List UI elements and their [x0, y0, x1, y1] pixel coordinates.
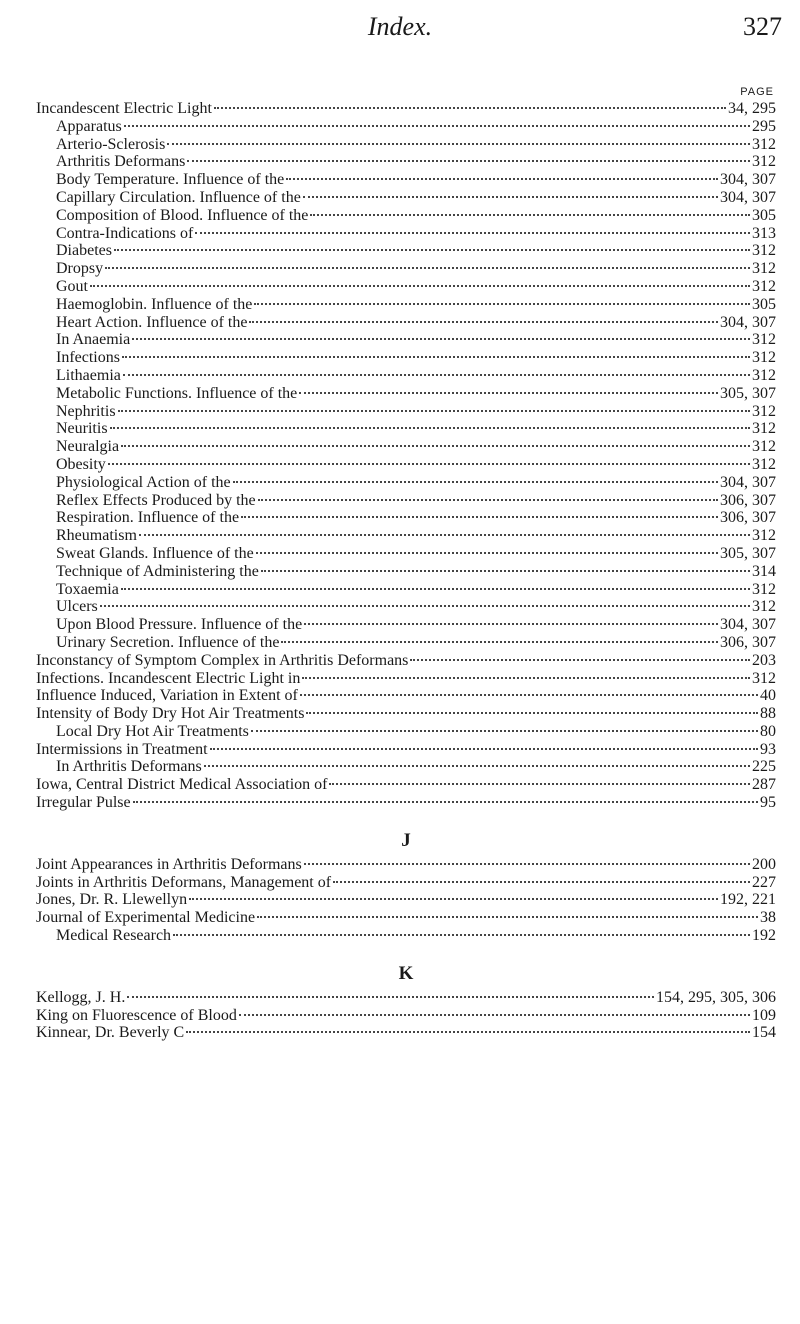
index-subentry: [36, 545, 776, 563]
entry-pages: 109: [752, 1006, 776, 1024]
entry-pages: 314: [752, 562, 776, 580]
index-entry: [36, 705, 776, 723]
entry-pages: 306, 307: [720, 509, 776, 527]
entry-pages: 225: [752, 758, 776, 776]
entry-term: Local Dry Hot Air Treatments: [56, 722, 249, 740]
dot-leader: [299, 392, 718, 394]
entry-term: Irregular Pulse: [36, 794, 131, 812]
entry-term: Intermissions in Treatment: [36, 740, 208, 758]
entry-term: Ulcers: [56, 598, 98, 616]
index-list: [36, 100, 776, 1042]
page-header: [0, 10, 800, 60]
dot-leader: [239, 1014, 750, 1016]
dot-leader: [186, 1031, 750, 1033]
index-subentry: [36, 171, 776, 189]
index-entry: [36, 1024, 776, 1042]
index-subentry: [36, 456, 776, 474]
index-entry: [36, 794, 776, 812]
index-entry: [36, 989, 776, 1007]
entry-pages: 305: [752, 206, 776, 224]
index-subentry: [36, 563, 776, 581]
dot-leader: [139, 534, 750, 536]
dot-leader: [329, 783, 750, 785]
dot-leader: [304, 863, 750, 865]
index-subentry: [36, 278, 776, 296]
index-subentry: [36, 153, 776, 171]
dot-leader: [251, 730, 758, 732]
dot-leader: [108, 463, 750, 465]
index-subentry: [36, 118, 776, 136]
section-letter: J: [401, 829, 411, 851]
entry-pages: 38: [760, 909, 776, 927]
dot-leader: [122, 356, 750, 358]
index-subentry: [36, 367, 776, 385]
dot-leader: [187, 160, 750, 162]
dot-leader: [124, 125, 750, 127]
entry-pages: 312: [752, 349, 776, 367]
dot-leader: [118, 410, 750, 412]
index-entry: [36, 741, 776, 759]
index-subentry: [36, 509, 776, 527]
entry-pages: 304, 307: [720, 616, 776, 634]
entry-term: Heart Action. Influence of the: [56, 313, 248, 331]
entry-term: Upon Blood Pressure. Influence of the: [56, 616, 303, 634]
entry-pages: 312: [752, 366, 776, 384]
dot-leader: [256, 552, 718, 554]
entry-pages: 304, 307: [720, 473, 776, 491]
index-entry: [36, 1007, 776, 1025]
entry-term: Incandescent Electric Light: [36, 100, 212, 117]
index-subentry: [36, 581, 776, 599]
entry-pages: 88: [760, 705, 776, 723]
index-subentry: [36, 331, 776, 349]
entry-pages: 312: [752, 331, 776, 349]
entry-term: Capillary Circulation. Influence of the: [56, 188, 301, 206]
entry-term: Neuritis: [56, 420, 108, 438]
dot-leader: [121, 588, 750, 590]
entry-pages: 295: [752, 117, 776, 135]
dot-leader: [114, 249, 750, 251]
index-entry: [36, 874, 776, 892]
entry-term: Gout: [56, 277, 88, 295]
index-subentry: [36, 296, 776, 314]
entry-term: Haemoglobin. Influence of the: [56, 295, 253, 313]
index-entry: [36, 670, 776, 688]
entry-pages: 306, 307: [720, 491, 776, 509]
index-subentry: [36, 189, 776, 207]
entry-term: Infections: [56, 349, 120, 367]
entry-term: Physiological Action of the: [56, 473, 231, 491]
entry-term: Rheumatism: [56, 527, 137, 545]
entry-pages: 312: [752, 402, 776, 420]
entry-term: Diabetes: [56, 242, 112, 260]
entry-term: Neuralgia: [56, 438, 120, 456]
entry-pages: 305, 307: [720, 544, 776, 562]
dot-leader: [306, 712, 758, 714]
index-subentry: [36, 260, 776, 278]
dot-leader: [300, 694, 758, 696]
dot-leader: [127, 996, 654, 998]
entry-term: Arthritis Deformans: [56, 153, 186, 171]
entry-pages: 304, 307: [720, 313, 776, 331]
dot-leader: [333, 881, 750, 883]
page-column-label: PAGE: [740, 86, 774, 98]
entry-term: Inconstancy of Symptom Complex in Arthritis Deformans: [36, 651, 409, 669]
dot-leader: [100, 605, 750, 607]
index-subentry: [36, 242, 776, 260]
dot-leader: [410, 659, 750, 661]
dot-leader: [254, 303, 750, 305]
dot-leader: [123, 374, 750, 376]
page-number: 327: [743, 12, 782, 41]
dot-leader: [303, 196, 718, 198]
dot-leader: [304, 623, 718, 625]
entry-pages: 80: [760, 722, 776, 740]
index-entry: [36, 909, 776, 927]
dot-leader: [105, 267, 750, 269]
index-subentry: [36, 136, 776, 154]
entry-term: Nephritis: [56, 402, 116, 420]
dot-leader: [302, 677, 750, 679]
dot-leader: [133, 801, 758, 803]
entry-term: Technique of Administering the: [56, 562, 259, 580]
index-subentry: [36, 438, 776, 456]
index-subentry: [36, 527, 776, 545]
dot-leader: [258, 499, 718, 501]
entry-pages: 192, 221: [720, 891, 776, 909]
index-subentry: [36, 225, 776, 243]
dot-leader: [195, 232, 750, 234]
entry-term: Intensity of Body Dry Hot Air Treatments: [36, 705, 305, 723]
index-subentry: [36, 314, 776, 332]
entry-term: Sweat Glands. Influence of the: [56, 544, 254, 562]
entry-term: Dropsy: [56, 260, 104, 278]
entry-pages: 312: [752, 242, 776, 260]
dot-leader: [214, 107, 726, 109]
entry-pages: 312: [752, 420, 776, 438]
entry-term: Urinary Secretion. Influence of the: [56, 633, 280, 651]
entry-pages: 304, 307: [720, 188, 776, 206]
entry-term: Apparatus: [56, 117, 122, 135]
entry-pages: 154, 295, 305, 306: [656, 988, 776, 1006]
index-entry: [36, 687, 776, 705]
entry-pages: 312: [752, 277, 776, 295]
entry-term: Obesity: [56, 455, 106, 473]
dot-leader: [257, 916, 758, 918]
entry-pages: 312: [752, 669, 776, 687]
index-subentry: [36, 403, 776, 421]
entry-term: Jones, Dr. R. Llewellyn: [36, 891, 188, 909]
index-subentry: [36, 349, 776, 367]
entry-pages: 312: [752, 438, 776, 456]
entry-pages: 40: [760, 687, 776, 705]
entry-term: Metabolic Functions. Influence of the: [56, 384, 298, 402]
entry-pages: 93: [760, 740, 776, 758]
entry-pages: 154: [752, 1024, 776, 1042]
dot-leader: [241, 516, 718, 518]
dot-leader: [121, 445, 750, 447]
entry-pages: 312: [752, 580, 776, 598]
index-entry: [36, 891, 776, 909]
entry-pages: 312: [752, 135, 776, 153]
index-subentry: [36, 616, 776, 634]
entry-term: Joints in Arthritis Deformans, Management of: [36, 873, 332, 891]
entry-pages: 312: [752, 260, 776, 278]
index-subentry: [36, 634, 776, 652]
entry-term: Reflex Effects Produced by the: [56, 491, 256, 509]
entry-term: Influence Induced, Variation in Extent of: [36, 687, 298, 705]
entry-term: Kellogg, J. H.: [36, 988, 126, 1006]
dot-leader: [189, 898, 718, 900]
index-subentry: [36, 207, 776, 225]
entry-pages: 312: [752, 598, 776, 616]
entry-term: In Arthritis Deformans: [56, 758, 202, 776]
dot-leader: [310, 214, 750, 216]
dot-leader: [233, 481, 718, 483]
dot-leader: [167, 143, 750, 145]
entry-pages: 312: [752, 527, 776, 545]
entry-term: Kinnear, Dr. Beverly C: [36, 1024, 185, 1042]
section-letter: K: [398, 962, 414, 984]
index-subentry: [36, 420, 776, 438]
index-subentry: [36, 492, 776, 510]
running-title: Index.: [367, 12, 433, 41]
dot-leader: [249, 321, 718, 323]
entry-pages: 200: [752, 855, 776, 873]
entry-term: Arterio-Sclerosis: [56, 135, 166, 153]
dot-leader: [132, 338, 750, 340]
entry-term: Medical Research: [56, 927, 172, 945]
entry-pages: 305: [752, 295, 776, 313]
dot-leader: [286, 178, 718, 180]
entry-term: King on Fluorescence of Blood: [36, 1006, 237, 1024]
index-subentry: [36, 598, 776, 616]
entry-pages: 304, 307: [720, 171, 776, 189]
dot-leader: [110, 427, 750, 429]
entry-pages: 192: [752, 927, 776, 945]
entry-pages: 305, 307: [720, 384, 776, 402]
index-subentry: [36, 474, 776, 492]
entry-pages: 312: [752, 153, 776, 171]
index-entry: [36, 856, 776, 874]
index-entry: [36, 100, 776, 118]
index-subentry: [36, 385, 776, 403]
entry-term: Composition of Blood. Influence of the: [56, 206, 309, 224]
entry-term: Toxaemia: [56, 580, 119, 598]
dot-leader: [204, 765, 750, 767]
entry-pages: 306, 307: [720, 633, 776, 651]
entry-pages: 287: [752, 776, 776, 794]
entry-term: Iowa, Central District Medical Association of: [36, 776, 328, 794]
entry-term: Respiration. Influence of the: [56, 509, 240, 527]
dot-leader: [261, 570, 750, 572]
dot-leader: [90, 285, 750, 287]
entry-pages: 312: [752, 455, 776, 473]
entry-pages: 203: [752, 651, 776, 669]
dot-leader: [210, 748, 758, 750]
entry-pages: 227: [752, 873, 776, 891]
index-entry: [36, 652, 776, 670]
entry-term: Joint Appearances in Arthritis Deformans: [36, 855, 302, 873]
index-subentry: [36, 927, 776, 945]
entry-pages: 34, 295: [728, 100, 776, 117]
index-subentry: [36, 723, 776, 741]
entry-term: Body Temperature. Influence of the: [56, 171, 285, 189]
entry-term: Lithaemia: [56, 366, 121, 384]
entry-pages: 95: [760, 794, 776, 812]
entry-term: Infections. Incandescent Electric Light in: [36, 669, 301, 687]
entry-term: Contra-Indications of: [56, 224, 194, 242]
dot-leader: [173, 934, 750, 936]
index-subentry: [36, 758, 776, 776]
entry-term: Journal of Experimental Medicine: [36, 909, 256, 927]
entry-pages: 313: [752, 224, 776, 242]
dot-leader: [281, 641, 718, 643]
index-entry: [36, 776, 776, 794]
entry-term: In Anaemia: [56, 331, 131, 349]
